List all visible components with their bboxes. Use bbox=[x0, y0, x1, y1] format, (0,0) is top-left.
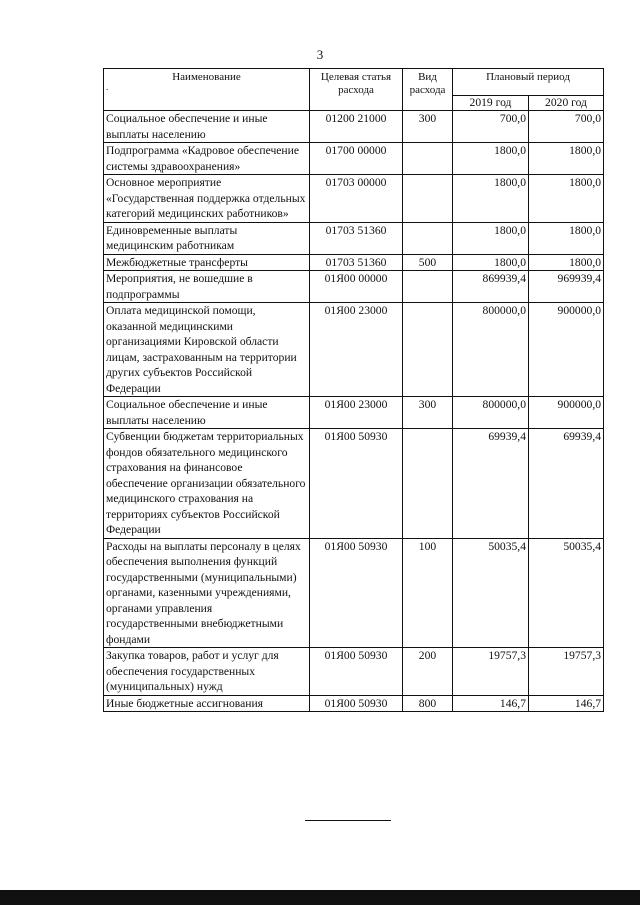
cell-kind: 800 bbox=[403, 695, 453, 712]
cell-code: 01Я00 23000 bbox=[310, 397, 403, 429]
table-row bbox=[104, 429, 604, 539]
table-header bbox=[104, 69, 604, 111]
header-name: Наименование . bbox=[104, 69, 310, 111]
page-number: 3 bbox=[316, 47, 324, 62]
cell-kind bbox=[403, 429, 453, 539]
cell-2020: 1800,0 bbox=[529, 254, 604, 271]
table-row bbox=[104, 111, 604, 143]
cell-name: Социальное обеспечение и иные выплаты населению bbox=[104, 397, 310, 429]
header-planned: Плановый период bbox=[453, 69, 604, 96]
cell-2020: 1800,0 bbox=[529, 222, 604, 254]
cell-code: 01703 51360 bbox=[310, 254, 403, 271]
table-row bbox=[104, 254, 604, 271]
cell-name: Субвенции бюджетам территориальных фондов обязательного медицинского страхования на финансовое обеспечение организации обязательного медицинского страхования на территориях субъектов Российской Федерации bbox=[104, 429, 310, 539]
cell-code: 01700 00000 bbox=[310, 143, 403, 175]
table-row bbox=[104, 538, 604, 648]
closing-rule bbox=[305, 820, 391, 821]
header-year-2020: 2020 год bbox=[529, 96, 604, 111]
header-target: Целевая статья расхода bbox=[310, 69, 403, 111]
cell-2019: 800000,0 bbox=[453, 303, 529, 397]
cell-2019: 146,7 bbox=[453, 695, 529, 712]
cell-2019: 1800,0 bbox=[453, 254, 529, 271]
cell-name: Основное мероприятие «Государственная поддержка отдельных категорий медицинских работников» bbox=[104, 175, 310, 223]
cell-name: Расходы на выплаты персоналу в целях обеспечения выполнения функций государственными (муниципальными) органами, казенными учреждениями, органами управления государственными внебюджетными фондами bbox=[104, 538, 310, 648]
cell-code: 01Я00 50930 bbox=[310, 429, 403, 539]
cell-name: Закупка товаров, работ и услуг для обеспечения государственных (муниципальных) нужд bbox=[104, 648, 310, 696]
cell-2019: 869939,4 bbox=[453, 271, 529, 303]
cell-2020: 146,7 bbox=[529, 695, 604, 712]
table-row bbox=[104, 648, 604, 696]
cell-kind: 200 bbox=[403, 648, 453, 696]
cell-2020: 1800,0 bbox=[529, 143, 604, 175]
cell-kind: 300 bbox=[403, 111, 453, 143]
cell-kind bbox=[403, 175, 453, 223]
cell-2019: 69939,4 bbox=[453, 429, 529, 539]
cell-name: Оплата медицинской помощи, оказанной медицинскими организациями Кировской области лицам, застрахованным на территории других субъектов Российской Федерации bbox=[104, 303, 310, 397]
cell-2019: 700,0 bbox=[453, 111, 529, 143]
cell-2019: 1800,0 bbox=[453, 222, 529, 254]
table-row bbox=[104, 303, 604, 397]
cell-code: 01Я00 00000 bbox=[310, 271, 403, 303]
cell-kind bbox=[403, 303, 453, 397]
cell-2020: 969939,4 bbox=[529, 271, 604, 303]
cell-code: 01Я00 50930 bbox=[310, 538, 403, 648]
cell-2019: 50035,4 bbox=[453, 538, 529, 648]
table-row bbox=[104, 143, 604, 175]
cell-2019: 1800,0 bbox=[453, 175, 529, 223]
budget-table bbox=[103, 68, 604, 712]
cell-kind: 500 bbox=[403, 254, 453, 271]
cell-code: 01Я00 50930 bbox=[310, 648, 403, 696]
table-body bbox=[104, 111, 604, 712]
cell-name: Социальное обеспечение и иные выплаты населению bbox=[104, 111, 310, 143]
header-year-2019: 2019 год bbox=[453, 96, 529, 111]
table-row bbox=[104, 175, 604, 223]
table-row bbox=[104, 695, 604, 712]
header-name-label: Наименование bbox=[172, 71, 241, 83]
scan-edge-bar bbox=[0, 890, 640, 905]
cell-2020: 69939,4 bbox=[529, 429, 604, 539]
cell-2020: 900000,0 bbox=[529, 303, 604, 397]
cell-kind bbox=[403, 143, 453, 175]
cell-kind bbox=[403, 222, 453, 254]
cell-name: Единовременные выплаты медицинским работникам bbox=[104, 222, 310, 254]
cell-name: Межбюджетные трансферты bbox=[104, 254, 310, 271]
table-row bbox=[104, 222, 604, 254]
cell-2020: 19757,3 bbox=[529, 648, 604, 696]
cell-name: Мероприятия, не вошедшие в подпрограммы bbox=[104, 271, 310, 303]
cell-2019: 1800,0 bbox=[453, 143, 529, 175]
cell-code: 01703 00000 bbox=[310, 175, 403, 223]
cell-2019: 19757,3 bbox=[453, 648, 529, 696]
cell-kind: 100 bbox=[403, 538, 453, 648]
cell-code: 01703 51360 bbox=[310, 222, 403, 254]
header-kind: Вид расхода bbox=[403, 69, 453, 111]
table-row bbox=[104, 271, 604, 303]
table-row bbox=[104, 397, 604, 429]
cell-kind: 300 bbox=[403, 397, 453, 429]
cell-code: 01200 21000 bbox=[310, 111, 403, 143]
cell-2020: 50035,4 bbox=[529, 538, 604, 648]
cell-code: 01Я00 23000 bbox=[310, 303, 403, 397]
cell-name: Иные бюджетные ассигнования bbox=[104, 695, 310, 712]
cell-2020: 1800,0 bbox=[529, 175, 604, 223]
cell-name: Подпрограмма «Кадровое обеспечение системы здравоохранения» bbox=[104, 143, 310, 175]
cell-kind bbox=[403, 271, 453, 303]
cell-2020: 700,0 bbox=[529, 111, 604, 143]
cell-2020: 900000,0 bbox=[529, 397, 604, 429]
cell-2019: 800000,0 bbox=[453, 397, 529, 429]
cell-code: 01Я00 50930 bbox=[310, 695, 403, 712]
